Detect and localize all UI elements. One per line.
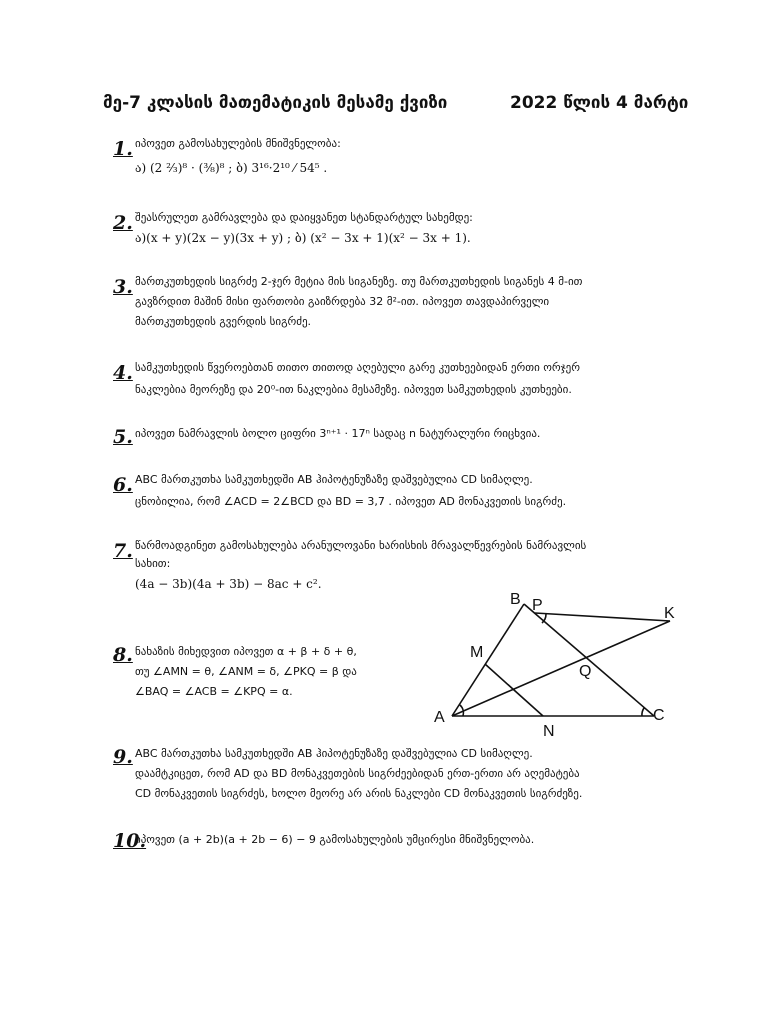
problem-number: 9. [113, 746, 133, 768]
problem-line: (4a − 3b)(4a + 3b) − 8ac + c². [135, 577, 322, 591]
label-k: K [664, 605, 675, 622]
label-n: N [543, 723, 555, 740]
problem-number: 2. [113, 212, 133, 234]
problem-line: იპოვეთ ნამრავლის ბოლო ციფრი 3ⁿ⁺¹ · 17ⁿ სადაც n ნატურალური რიცხვია. [135, 427, 541, 440]
problem-number: 10. [113, 830, 147, 852]
problem-number: 5. [113, 426, 133, 448]
angle-arc-c [642, 708, 644, 716]
problem-number: 6. [113, 474, 133, 496]
segment-ab [452, 604, 524, 716]
quiz-title: მე-7 კლასის მათემატიკის მესამე ქვიზი [103, 93, 448, 113]
problem-line: მართკუთხედის სიგრძე 2-ჯერ მეტია მის სიგანეზე. თუ მართკუთხედის სიგანეს 4 მ-ით [135, 275, 583, 288]
problem-line: ABC მართკუთხა სამკუთხედში AB ჰიპოტენუზაზე დაშვებულია CD სიმაღლე. [135, 473, 533, 486]
label-b: B [510, 591, 521, 608]
problem-line: ნახაზის მიხედვით იპოვეთ α + β + δ + θ, [135, 645, 357, 658]
problem-number: 3. [113, 276, 133, 298]
segment-pk [535, 613, 670, 621]
problem-line: ცნობილია, რომ ∠ACD = 2∠BCD და BD = 3,7 . იპოვეთ AD მონაკვეთის სიგრძე. [135, 495, 567, 508]
problem-line: სამკუთხედის წვეროებთან თითო თითოდ აღებული გარე კუთხეებიდან ერთი ორჯერ [135, 361, 581, 374]
problem-number: 1. [113, 138, 133, 160]
triangle-figure [430, 588, 690, 748]
problem-line: სახით: [135, 557, 171, 570]
problem-line: ნაკლებია მეორეზე და 20⁰-ით ნაკლებია მესამეზე. იპოვეთ სამკუთხედის კუთხეები. [135, 383, 572, 396]
problem-line: თუ ∠AMN = θ, ∠ANM = δ, ∠PKQ = β და [135, 665, 357, 678]
segment-mn [485, 664, 543, 716]
quiz-date: 2022 წლის 4 მარტი [510, 93, 689, 113]
problem-line: დაამტკიცეთ, რომ AD და BD მონაკვეთების სიგრძეებიდან ერთ-ერთი არ აღემატება [135, 767, 580, 780]
problem-line: ა) (2 ²⁄₃)⁸ · (³⁄₈)⁸ ; ბ) 3¹⁶·2¹⁰ ⁄ 54⁵ . [135, 161, 328, 175]
problem-number: 4. [113, 362, 133, 384]
problem-line: გავზრდით მაშინ მისი ფართობი გაიზრდება 32 მ²-ით. იპოვეთ თავდაპირველი [135, 295, 550, 308]
problem-line: ∠BAQ = ∠ACB = ∠KPQ = α. [135, 685, 293, 698]
problem-line: CD მონაკვეთის სიგრძეს, ხოლო მეორე არ არის ნაკლები CD მონაკვეთის სიგრძეზე. [135, 787, 583, 800]
problem-line: წარმოადგინეთ გამოსახულება არანულოვანი ხარისხის მრავალწევრების ნამრავლის [135, 539, 587, 552]
problem-number: 7. [113, 540, 133, 562]
problem-line: ა)(x + y)(2x − y)(3x + y) ; ბ) (x² − 3x + 1)(x² − 3x + 1). [135, 231, 471, 245]
angle-arc-a [460, 705, 463, 716]
problem-line: შეასრულეთ გამრავლება და დაიყვანეთ სტანდარტულ სახემდე: [135, 211, 473, 224]
problem-line: იპოვეთ (a + 2b)(a + 2b − 6) − 9 გამოსახულების უმცირესი მნიშვნელობა. [135, 833, 535, 846]
label-c: C [653, 707, 665, 724]
label-p: P [532, 597, 543, 614]
label-q: Q [579, 663, 592, 680]
problem-line: მართკუთხედის გვერდის სიგრძე. [135, 315, 312, 328]
problem-line: ABC მართკუთხა სამკუთხედში AB ჰიპოტენუზაზე დაშვებულია CD სიმაღლე. [135, 747, 533, 760]
label-a: A [434, 709, 445, 726]
label-m: M [470, 644, 484, 661]
problem-line: იპოვეთ გამოსახულების მნიშვნელობა: [135, 137, 341, 150]
problem-number: 8. [113, 644, 133, 666]
